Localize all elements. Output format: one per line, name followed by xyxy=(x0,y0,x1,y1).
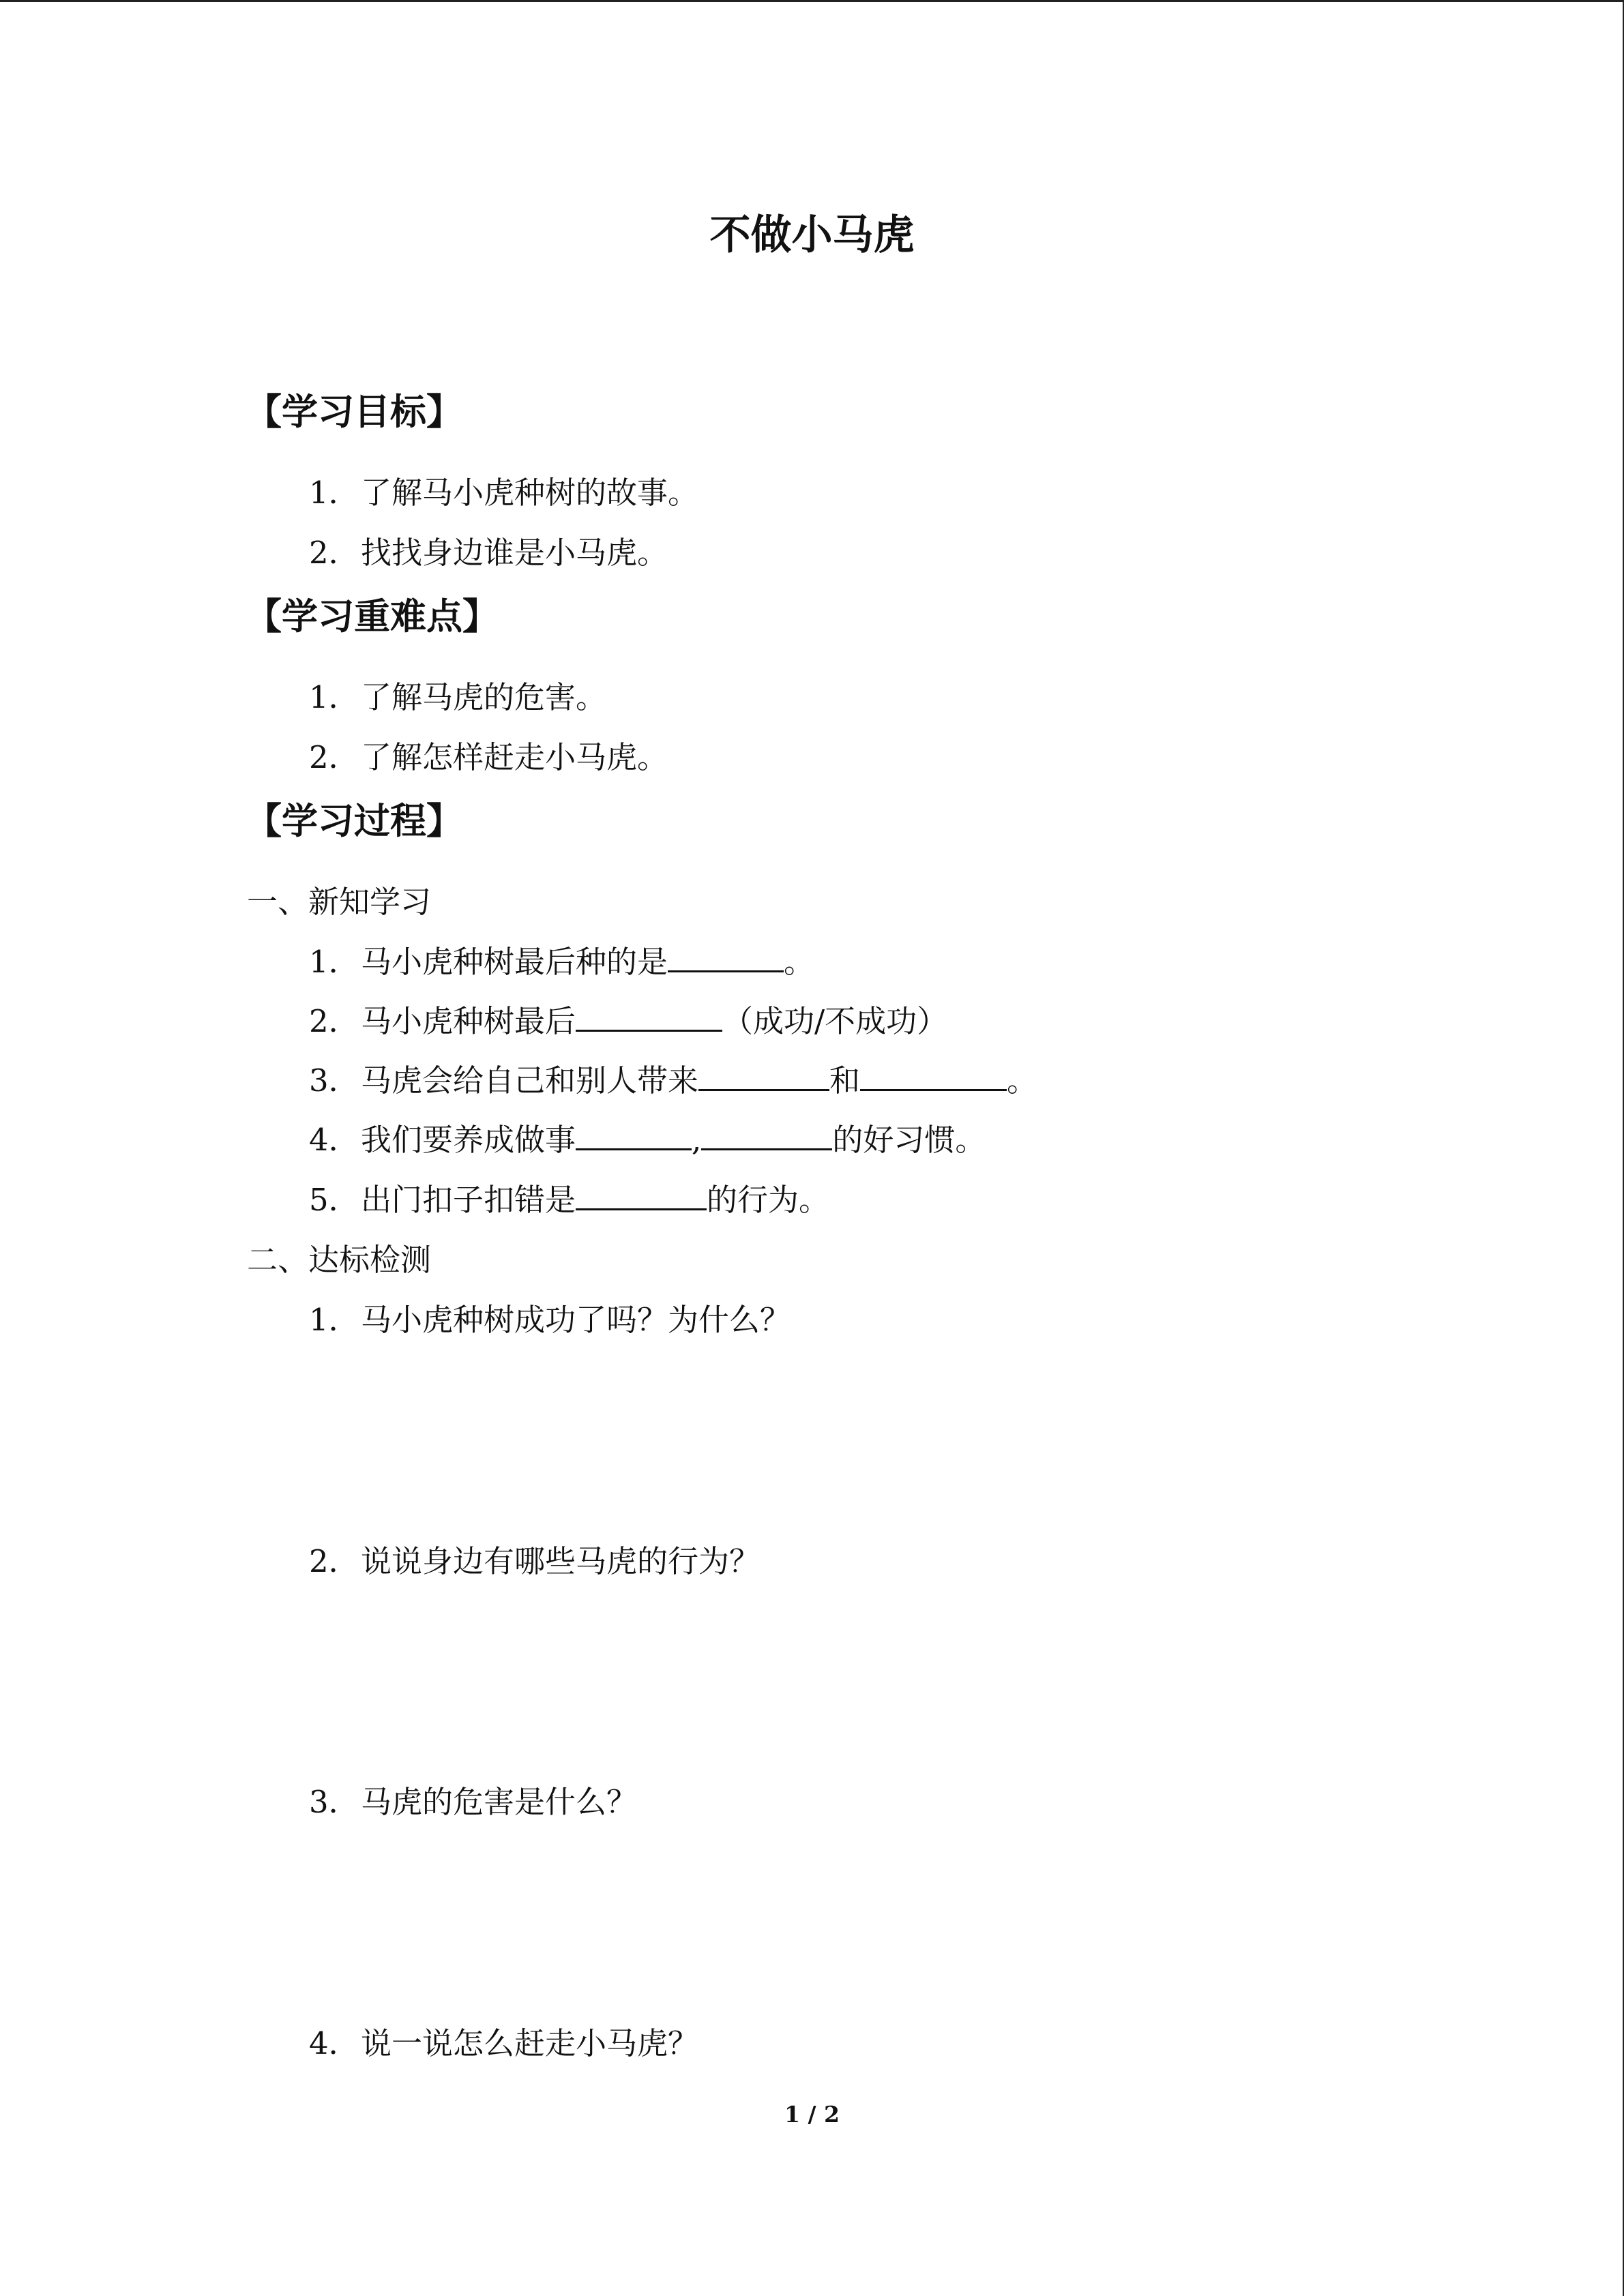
item-number: 5． xyxy=(309,1182,359,1218)
part-new-knowledge-label: 一、新知学习 xyxy=(247,884,432,920)
answer-blank[interactable] xyxy=(576,1178,707,1210)
key-point-item xyxy=(309,736,668,779)
goal-item xyxy=(309,531,668,575)
goal-item xyxy=(309,471,698,515)
question-text: 我们要养成做事 xyxy=(361,1122,576,1158)
answer-blank[interactable] xyxy=(668,940,784,972)
fill-blank-question xyxy=(309,1178,829,1222)
answer-blank[interactable] xyxy=(698,1059,829,1091)
item-number: 2． xyxy=(309,1003,359,1039)
open-question xyxy=(309,1298,791,1342)
item-number: 2． xyxy=(309,739,359,775)
item-text: 了解马虎的危害。 xyxy=(361,679,607,715)
item-text: 找找身边谁是小马虎。 xyxy=(361,535,668,571)
item-text: 了解怎样赶走小马虎。 xyxy=(361,739,668,775)
answer-blank[interactable] xyxy=(576,1118,692,1150)
page-number: 1 / 2 xyxy=(784,2101,840,2128)
part-assessment-label: 二、达标检测 xyxy=(247,1242,432,1278)
question-text: 出门扣子扣错是 xyxy=(361,1182,576,1218)
question-text: 马小虎种树成功了吗？为什么？ xyxy=(361,1302,791,1338)
item-number: 3． xyxy=(309,1784,359,1820)
open-question xyxy=(309,2022,698,2066)
item-number: 4． xyxy=(309,2025,359,2061)
question-text: 马虎的危害是什么？ xyxy=(361,1784,638,1820)
item-number: 3． xyxy=(309,1062,359,1099)
question-text-end: 。 xyxy=(784,944,815,980)
item-number: 4． xyxy=(309,1122,359,1158)
answer-blank[interactable] xyxy=(576,1000,722,1032)
question-text-middle: , xyxy=(692,1122,702,1158)
heading-learning-process: 【学习过程】 xyxy=(246,801,462,842)
fill-blank-question xyxy=(309,1059,1037,1103)
question-text: 马小虎种树最后 xyxy=(361,1003,576,1039)
question-text-end: 的行为。 xyxy=(707,1182,830,1218)
answer-blank[interactable] xyxy=(860,1059,1007,1091)
item-text: 了解马小虎种树的故事。 xyxy=(361,475,699,511)
item-number: 1． xyxy=(309,944,359,980)
fill-blank-question xyxy=(309,940,814,984)
question-text-end: （成功/不成功） xyxy=(722,1003,948,1039)
heading-learning-goals: 【学习目标】 xyxy=(246,391,462,433)
question-text: 马小虎种树最后种的是 xyxy=(361,944,668,980)
item-number: 1． xyxy=(309,1302,359,1338)
heading-key-points: 【学习重难点】 xyxy=(246,596,499,638)
document-title: 不做小马虎 xyxy=(709,211,915,259)
key-point-item xyxy=(309,676,606,719)
question-text-middle: 和 xyxy=(829,1062,861,1099)
open-question xyxy=(309,1780,637,1824)
fill-blank-question xyxy=(309,1000,947,1043)
item-number: 2． xyxy=(309,535,359,571)
open-question xyxy=(309,1540,760,1583)
item-number: 1． xyxy=(309,679,359,715)
question-text: 说说身边有哪些马虎的行为？ xyxy=(361,1543,761,1579)
fill-blank-question xyxy=(309,1118,986,1162)
question-text-end: 的好习惯。 xyxy=(832,1122,986,1158)
question-text: 马虎会给自己和别人带来 xyxy=(361,1062,699,1099)
question-text: 说一说怎么赶走小马虎？ xyxy=(361,2025,699,2061)
item-number: 1． xyxy=(309,475,359,511)
item-number: 2． xyxy=(309,1543,359,1579)
question-text-end: 。 xyxy=(1007,1062,1038,1099)
answer-blank[interactable] xyxy=(701,1118,832,1150)
